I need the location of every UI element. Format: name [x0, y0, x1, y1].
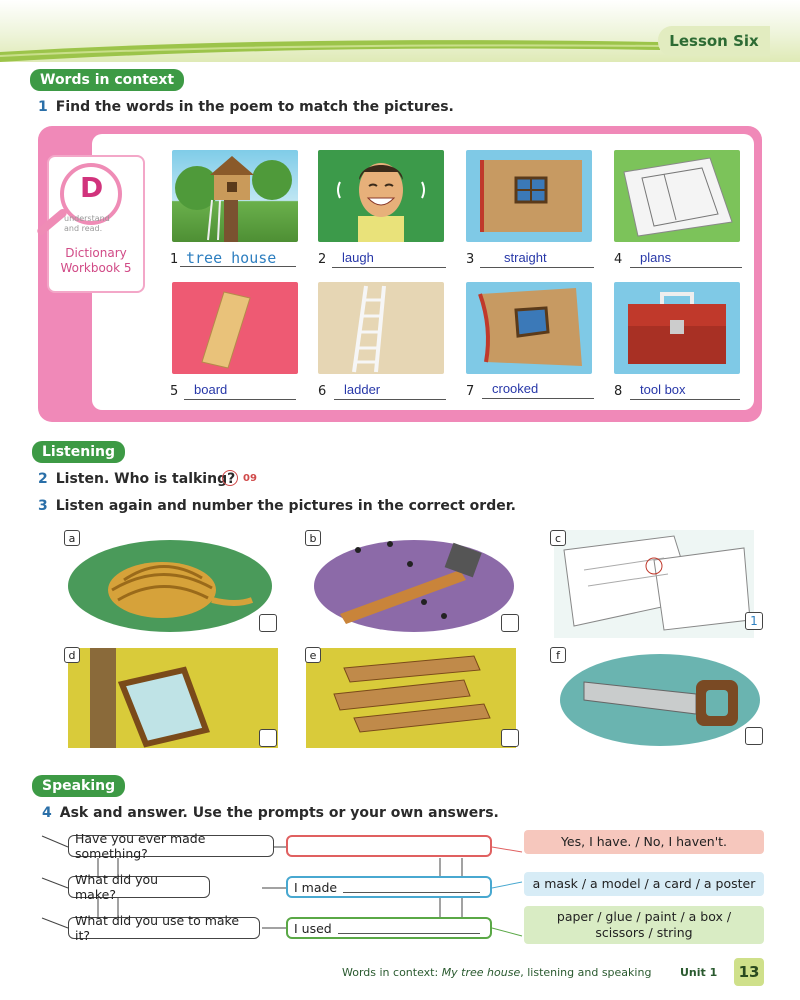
- picture-label-f: f: [550, 647, 566, 663]
- answer-blank-3[interactable]: [338, 922, 480, 934]
- prompt-box-3: paper / glue / paint / a box / scissors / string: [524, 906, 764, 944]
- order-box-b[interactable]: [501, 614, 519, 632]
- item-number-7: 7: [466, 384, 475, 399]
- dictionary-label-line2: Workbook 5: [60, 261, 132, 275]
- order-box-e[interactable]: [501, 729, 519, 747]
- prompt-box-1: Yes, I have. / No, I haven't.: [524, 830, 764, 854]
- instruction-number: 4: [42, 805, 52, 821]
- answer-blank-2[interactable]: [343, 881, 480, 893]
- answer-field-2[interactable]: laugh: [332, 250, 446, 268]
- page-number: 13: [734, 958, 764, 986]
- instruction-number: 3: [38, 498, 48, 514]
- picture-ladder: [318, 282, 444, 374]
- footer-italic: My tree house: [441, 966, 521, 979]
- picture-label-e: e: [305, 647, 321, 663]
- answer-field-6[interactable]: ladder: [334, 382, 446, 400]
- audio-cd-icon[interactable]: [222, 470, 238, 486]
- answer-start-3: I used: [294, 920, 332, 936]
- picture-plans-sketch: [554, 530, 754, 638]
- order-box-f[interactable]: [745, 727, 763, 745]
- answer-field-5[interactable]: board: [184, 382, 296, 400]
- picture-label-b: b: [305, 530, 321, 546]
- instruction-text: Listen again and number the pictures in the correct order.: [55, 498, 516, 514]
- instruction-3: [38, 498, 516, 514]
- item-number-3: 3: [466, 252, 475, 267]
- item-number-1: 1: [170, 252, 179, 267]
- footer-suffix: , listening and speaking: [520, 966, 652, 979]
- picture-laugh: [318, 150, 444, 242]
- track-number: 09: [243, 473, 257, 484]
- order-box-a[interactable]: [259, 614, 277, 632]
- order-box-d[interactable]: [259, 729, 277, 747]
- instruction-2: [38, 471, 235, 487]
- instruction-text: Listen. Who is talking?: [55, 471, 236, 487]
- board-icon: [172, 282, 298, 374]
- crooked-wall-icon: [466, 282, 592, 374]
- item-number-2: 2: [318, 252, 327, 267]
- dictionary-small-text: understand and read.: [64, 214, 110, 233]
- instruction-1: [38, 99, 454, 115]
- answer-bubble-3[interactable]: [286, 917, 492, 939]
- section-title-listening: Listening: [32, 441, 125, 463]
- instruction-number: 2: [38, 471, 48, 487]
- answer-field-8[interactable]: tool box: [630, 382, 740, 400]
- question-bubble-3: What did you use to make it?: [68, 917, 260, 939]
- answer-field-1[interactable]: tree house: [180, 249, 296, 267]
- picture-board: [172, 282, 298, 374]
- picture-plans: [614, 150, 740, 242]
- dictionary-label-line1: Dictionary: [65, 246, 127, 260]
- item-number-5: 5: [170, 384, 179, 399]
- section-title-words-in-context: Words in context: [30, 69, 184, 91]
- picture-tool-box: [614, 282, 740, 374]
- section-title-speaking: Speaking: [32, 775, 125, 797]
- dictionary-label: [50, 246, 142, 276]
- picture-label-d: d: [64, 647, 80, 663]
- answer-field-7[interactable]: crooked: [482, 381, 594, 399]
- answer-bubble-1[interactable]: [286, 835, 492, 857]
- plans-icon: [614, 150, 740, 242]
- picture-label-a: a: [64, 530, 80, 546]
- footer-prefix: Words in context:: [342, 966, 442, 979]
- picture-label-c: c: [550, 530, 566, 546]
- tool-box-icon: [614, 282, 740, 374]
- answer-field-4[interactable]: plans: [630, 250, 742, 268]
- prompt-box-2: a mask / a model / a card / a poster: [524, 872, 764, 896]
- picture-hammer: [310, 530, 524, 638]
- tree-house-icon: [172, 150, 298, 242]
- answer-bubble-2[interactable]: [286, 876, 492, 898]
- item-number-8: 8: [614, 384, 623, 399]
- picture-saw: [556, 644, 770, 752]
- answer-start-2: I made: [294, 879, 338, 895]
- instruction-text: Ask and answer. Use the prompts or your own answers.: [59, 805, 499, 821]
- order-box-c[interactable]: 1: [745, 612, 763, 630]
- footer-unit: Unit 1: [680, 966, 718, 979]
- laughing-man-icon: [318, 150, 444, 242]
- picture-wood-planks: [304, 644, 518, 752]
- item-number-4: 4: [614, 252, 623, 267]
- lesson-tab: Lesson Six: [658, 26, 770, 56]
- picture-crooked: [466, 282, 592, 374]
- question-bubble-1: Have you ever made something?: [68, 835, 274, 857]
- instruction-4: [42, 805, 499, 821]
- straight-wall-icon: [466, 150, 592, 242]
- picture-straight: [466, 150, 592, 242]
- instruction-number: 1: [38, 99, 48, 115]
- ladder-icon: [318, 282, 444, 374]
- picture-tree-house: [172, 150, 298, 242]
- footer-caption: [342, 966, 651, 979]
- dictionary-letter: D: [80, 171, 104, 204]
- picture-rope: [66, 530, 280, 638]
- instruction-text: Find the words in the poem to match the pictures.: [55, 99, 454, 115]
- answer-field-3[interactable]: straight: [480, 250, 594, 268]
- question-bubble-2: What did you make?: [68, 876, 210, 898]
- item-number-6: 6: [318, 384, 327, 399]
- picture-window-frame: [66, 644, 280, 752]
